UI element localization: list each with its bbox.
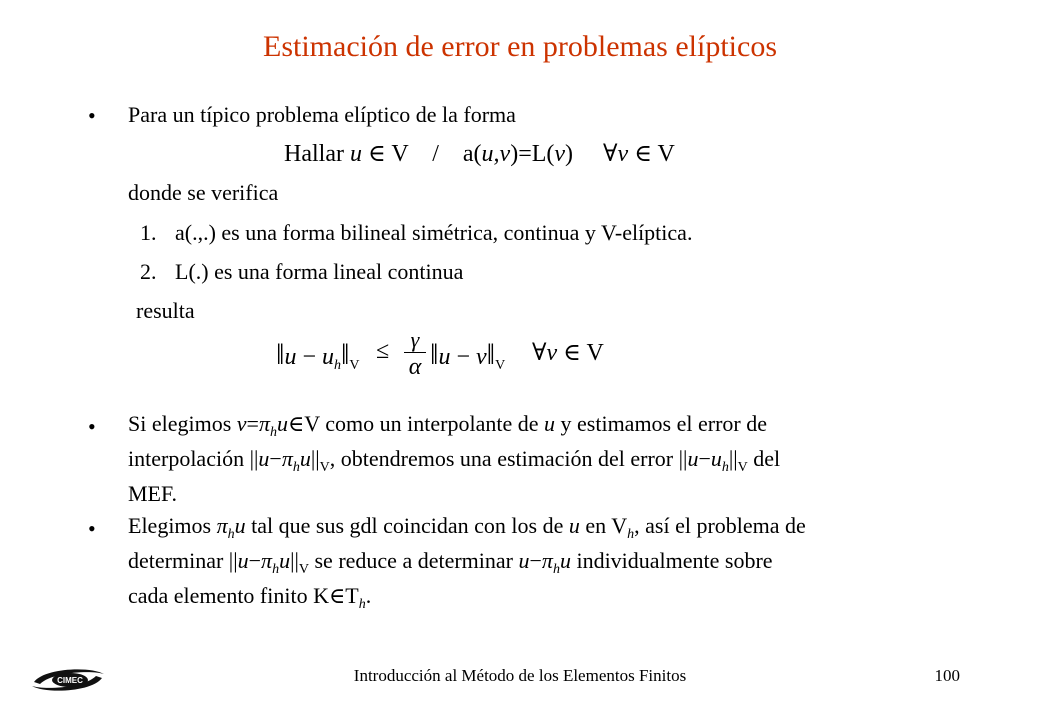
bullet-icon: •: [88, 516, 96, 541]
bullet-3-text: Elegimos $\pi_hu$ tal que sus gdl coincidan con los de u en $V_h$, así el problema de determinar $||u-\pi_hu||_V$ se reduce a determinar $u-\pi_hu$ individualmente sobre cada elemento finito $K\in T_h$.: [128, 513, 806, 612]
footer-title: Introducción al Método de los Elementos Finitos: [353, 666, 687, 685]
fraction: γ α: [404, 328, 426, 381]
bullet-2-text: Si elegimos $v=\pi_hu\in V$ como un interpolante de u y estimamos el error de interpolación $||u-\pi_hu||_V$, obtendremos una estimación del error $||u-u_h||_V$ del MEF.: [128, 411, 781, 506]
condition-1-text: a(.,.) es una forma bilineal simétrica, continua y V-elíptica.: [175, 220, 693, 245]
resulta-text: resulta: [136, 298, 195, 323]
slide-title: Estimación de error en problemas elípticos: [263, 30, 777, 63]
problem-equation: Hallar u ∈ V / a(u,v)=L(v) ∀v ∈ V: [284, 141, 675, 167]
bullet-icon: •: [88, 414, 96, 439]
intro-text: Para un típico problema elíptico de la forma: [128, 102, 516, 127]
estimate-equation: ‖u − $u_h‖_V$ ≤ γ α ‖u − $v‖_V$ ∀v ∈ V: [276, 327, 604, 380]
condition-1-num: 1.: [140, 220, 157, 245]
bullet-icon: •: [88, 103, 96, 128]
donde-text: donde se verifica: [128, 180, 279, 205]
condition-2-text: L(.) es una forma lineal continua: [175, 259, 464, 284]
svg-text:CIMEC: CIMEC: [57, 676, 83, 685]
condition-2-num: 2.: [140, 259, 157, 284]
page-number: 100: [934, 666, 960, 685]
